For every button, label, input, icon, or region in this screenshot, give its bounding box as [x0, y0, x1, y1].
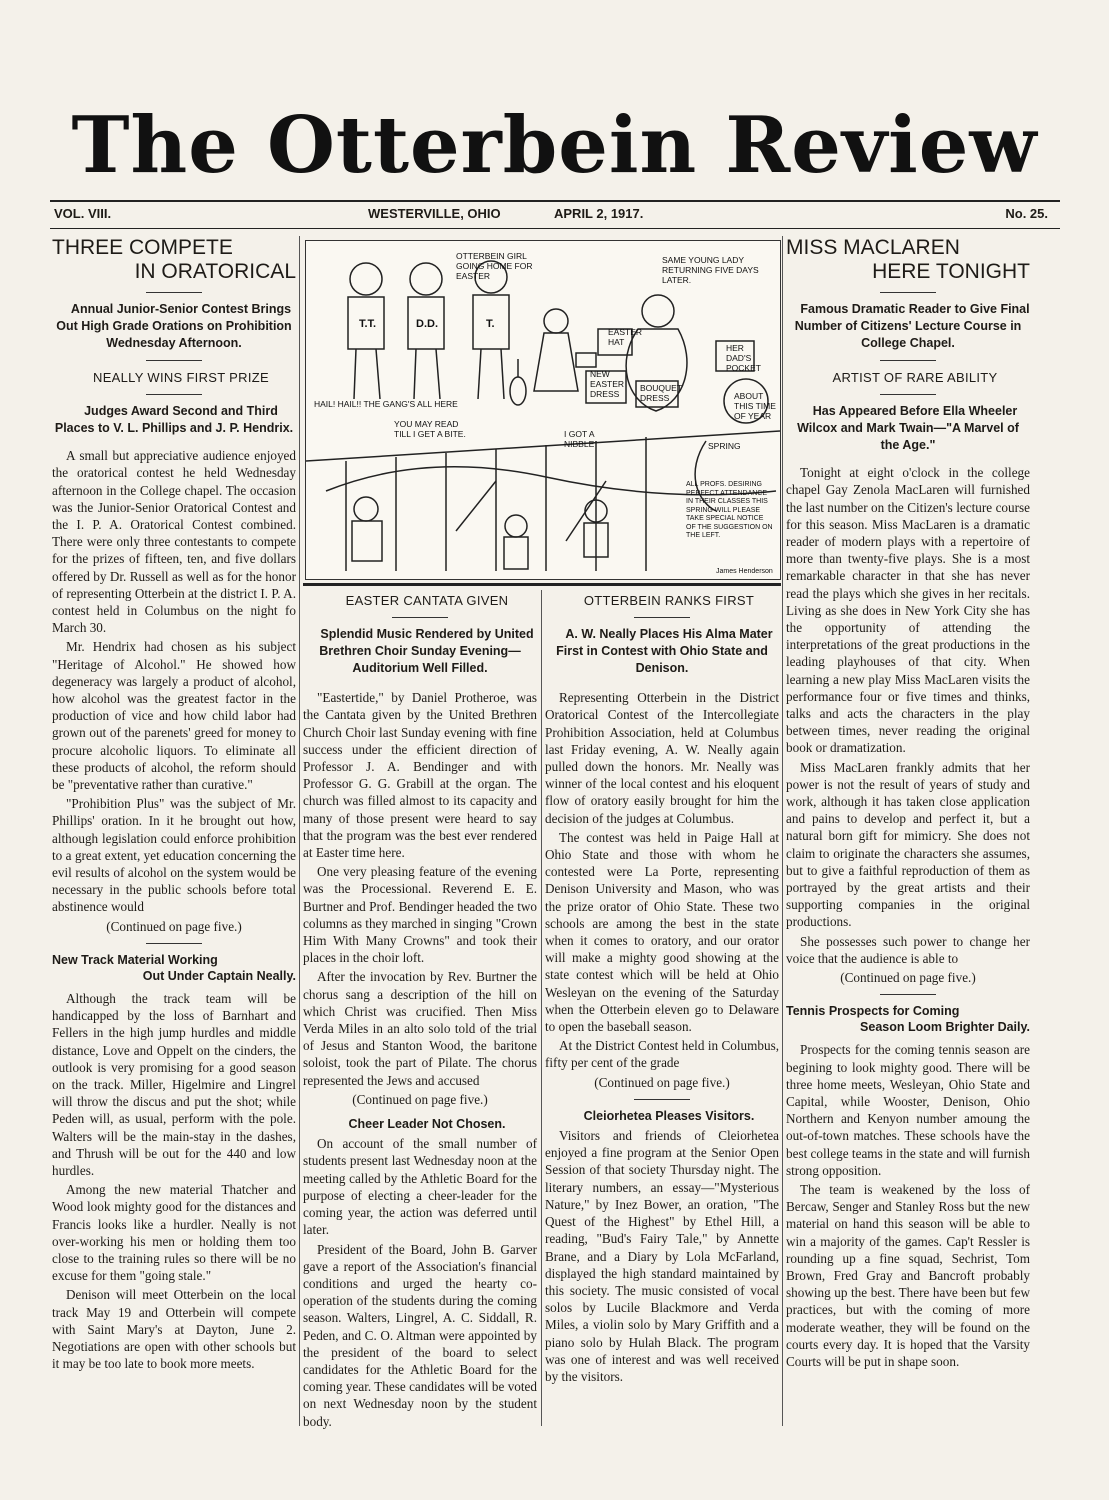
- deck-judges: Judges Award Second and Third Places to V. L. Phillips and J. P. Hendrix.: [54, 404, 294, 436]
- continued-note: (Continued on page five.): [594, 1074, 730, 1090]
- headline-oratorical-2: IN ORATORICAL: [134, 260, 296, 283]
- headline-maclaren-1: MISS MACLAREN: [786, 236, 960, 259]
- headline-cleiorhetea: Cleiorhetea Pleases Visitors.: [583, 1108, 755, 1123]
- subhead-artist: ARTIST OF RARE ABILITY: [832, 370, 998, 385]
- paragraph: Although the track team will be handicapped by the loss of Barnhart and Fellers in the high jump hurdles and middle distance, Love and Oppelt on the cinders, the outlook is very promising for a good season on the track. Miller, Higelmire and Lingrel will throw the discus and put the shot; while Peden will, as usual, perform with the pole. Walters will be the main-stay in the dashes, and Thrush will be out for the 440 and low hurdles.: [52, 990, 296, 1178]
- paragraph: "Eastertide," by Daniel Protheroe, was the Cantata given by the United Brethren Church Choir last Sunday evening with fine success under the efficient direction of Professor J. A. Bendinger and with Professor G. G. Grabill at the organ. The church was filled almost to its capacity and many of those present were heard to say that the program was the best ever rendered at Easter time here.: [303, 690, 537, 861]
- subhead-neally: NEALLY WINS FIRST PRIZE: [93, 370, 269, 385]
- column-maclaren: [786, 236, 1030, 1372]
- deck-cantata: Splendid Music Rendered by United Brethren Choir Sunday Evening—Auditorium Well Filled.: [319, 627, 534, 676]
- cartoon-label-spring: SPRING: [708, 441, 741, 451]
- headline-tennis-1: Tennis Prospects for Coming: [786, 1004, 960, 1019]
- shirt-label: T.T.: [359, 318, 377, 330]
- paragraph: At the District Contest held in Columbus, fifty per cent of the grade: [545, 1038, 779, 1071]
- column-separator: [299, 236, 300, 1426]
- article-rule: [146, 943, 202, 944]
- headline-ranks-first: OTTERBEIN RANKS FIRST: [583, 593, 755, 608]
- headline-track: [52, 952, 296, 984]
- issue-date: APRIL 2, 1917.: [554, 206, 644, 221]
- publication-place: WESTERVILLE, OHIO: [368, 206, 501, 221]
- paragraph: The team is weakened by the loss of Bercaw, Senger and Stanley Ross but the new material on hand this season will be able to win a majority of the games. Cap't Ressler is rounding up a fine squad, Sechrist, Tom Brown, Fred Gray and Bancroft probably showing up the best. There have been but few practices, but with the coming of more moderate weather, they will be found on the courts every day. It is hoped that the Varsity Courts will be put in shape soon.: [786, 1181, 1030, 1369]
- deck-rule: [880, 394, 936, 395]
- headline-maclaren-2: HERE TONIGHT: [872, 260, 1030, 283]
- headline-track-2: Out Under Captain Neally.: [142, 968, 296, 983]
- continued-note: (Continued on page five.): [352, 1091, 488, 1107]
- deck-maclaren: Famous Dramatic Reader to Give Final Number of Citizens' Lecture Course in College Chapel.: [794, 302, 1030, 350]
- cartoon-label-girl: OTTERBEIN GIRL GOING HOME FOR EASTER: [456, 251, 533, 281]
- column-separator: [782, 236, 783, 1426]
- deck-rule: [146, 360, 202, 361]
- headline-rule: [634, 617, 690, 618]
- dateline-rule: [50, 228, 1060, 229]
- issue-number: No. 25.: [1005, 206, 1048, 221]
- dateline: [54, 206, 1054, 228]
- headline-cheer-leader: Cheer Leader Not Chosen.: [348, 1117, 506, 1132]
- paragraph: Denison will meet Otterbein on the local track May 19 and Otterbein will compete with Saint Mary's at Dayton, June 2. Negotiations are open with other schools but it may be too late to book more meets.: [52, 1287, 296, 1372]
- masthead-rule: [50, 200, 1060, 202]
- paragraph: After the invocation by Rev. Burtner the chorus sang a description of the hill on which Christ was crucified. Then Miss Verda Miles in an alto solo told of the trial of Jesus and Stanton Wood, the baritone soloist, took the part of Pilate. The chorus represented the Jews and accused: [303, 969, 537, 1088]
- cartoon-signature: James Henderson: [716, 568, 773, 575]
- paragraph: "Prohibition Plus" was the subject of Mr. Phillips' oration. In it he brought out how, although legislation could enforce prohibition to a great extent, yet education concerning the evil results of alcohol on the system would be necessary in the public schools before total abstinence would: [52, 796, 296, 915]
- article-rule: [634, 1099, 690, 1100]
- cartoon-label-returning: SAME YOUNG LADY RETURNING FIVE DAYS LATER.: [662, 255, 759, 285]
- shirt-label: T.: [486, 318, 495, 330]
- cartoon-label-about: ABOUT THIS TIME OF YEAR: [734, 391, 776, 421]
- paragraph: Representing Otterbein in the District Oratorical Contest of the Intercollegiate Prohibition Association, held at Columbus last Friday evening, A. W. Neally again pulled down the honors. Mr. Neally was winner of the local contest and his eloquent flow of oratory easily brought for him the decision of the judges at Columbus.: [545, 690, 779, 826]
- paragraph: The contest was held in Paige Hall at Ohio State and those with whom he contested were La Porte, representing Denison University and Mason, who was the prize orator of Ohio State. These two schools are among the best in the state when it comes to oratory, and our orator will make a mighty good showing at the state contest which will be held at Ohio Wesleyan on the evening of the Saturday when the Otterbein eleven go to Delaware to open the baseball season.: [545, 829, 779, 1035]
- headline-oratorical-1: THREE COMPETE: [52, 236, 233, 259]
- cartoon-label-profs: ALL PROFS. DESIRING PERFECT ATTENDANCE IN THEIR CLASSES THIS SPRING WILL PLEASE TAKE SPECIAL NOTICE OF THE SUGGESTION ON THE LEFT.: [686, 481, 773, 539]
- cartoon-label-hat: EASTER HAT: [608, 327, 643, 347]
- cartoon-label-pocket: HER DAD'S POCKET: [726, 343, 761, 373]
- deck-rule: [146, 394, 202, 395]
- continued-note: (Continued on page five.): [106, 918, 242, 934]
- paragraph: She possesses such power to change her voice that the audience is able to: [786, 933, 1030, 966]
- volume-number: VOL. VIII.: [54, 206, 112, 221]
- headline-track-1: New Track Material Working: [52, 952, 218, 967]
- continued-note: (Continued on page five.): [840, 970, 976, 986]
- cartoon-label-hail: HAIL! HAIL!! THE GANG'S ALL HERE: [314, 399, 458, 409]
- column-separator: [541, 590, 542, 1426]
- masthead-title: The Otterbein Review: [71, 100, 1038, 191]
- article-rule: [880, 994, 936, 995]
- editorial-cartoon: [305, 240, 781, 580]
- cartoon-label-bouquet: BOUQUET DRESS: [640, 383, 682, 403]
- paragraph: Visitors and friends of Cleiorhetea enjoyed a fine program at the Senior Open Session of that society Thursday night. The literary numbers, an essay—"Mysterious Nature," by Inez Bower, an oration, "The Quest of the Highest" by Ethel Hill, a reading, "Bud's Fairy Tale," by Annette Brane, and a Diary by Lola McFarland, displayed the high standard maintained by this society. The music consisted of vocal solos by Lucile Blackmore and Verda Miles, a violin solo by Mary Griffith and a piano solo by Hulah Black. The program was one of interest and was well received by the visitors.: [545, 1128, 779, 1384]
- paragraph: Mr. Hendrix had chosen as his subject "Heritage of Alcohol." He showed how degeneracy was largely a product of alcohol, how alcohol was the greatest factor in the production of vice and how child labor had grown out of the parenets' greed for money to procure alcoholic liquors. To eliminate all these products of alcohol, the reform should be "preventative rather than curative.": [52, 639, 296, 793]
- cartoon-label-nibble: I GOT A NIBBLE: [564, 429, 595, 449]
- column-cantata: [303, 586, 537, 1432]
- deck-rule: [880, 360, 936, 361]
- paragraph: On account of the small number of students present last Wednesday noon at the meeting called by the Athletic Board for the purpose of electing a cheer-leader for the coming year, the action was deferred until later.: [303, 1136, 537, 1238]
- cartoon-label-dress: NEW EASTER DRESS: [590, 369, 625, 399]
- shirt-label: D.D.: [416, 318, 438, 330]
- headline-rule: [146, 292, 202, 293]
- paragraph: President of the Board, John B. Garver gave a report of the Association's financial conditions and urged the hearty co-operation of the students during the coming season. Walters, Lingrel, A. C. Siddall, R. Peden, and C. O. Altman were appointed by the president of the board to select candidates for the Athletic Board for the coming year. These candidates will be voted on next Wednesday noon by the student body.: [303, 1241, 537, 1429]
- paragraph: Tonight at eight o'clock in the college chapel Gay Zenola MacLaren will furnished the last number on the Citizen's lecture course for this season. Miss MacLaren is a dramatic reader of modern plays with a repertoire of more than twenty-five plays. She is a most remarkable character in that she has never read the plays which she gives in her recitals. Living as she does in New York City she has the opportunity of attending the interpretations of the great productions in the leading playhouses of that city. When learning a new play Miss MacLaren visits the performance four or five times and thinks, talks and acts the characters in the play between times, never reading the original book or dramatization.: [786, 465, 1030, 756]
- column-otterbein-ranks: [545, 586, 779, 1387]
- column-oratorical: [52, 236, 296, 1374]
- headline-tennis-2: Season Loom Brighter Daily.: [860, 1020, 1030, 1035]
- headline-tennis: [786, 1003, 1030, 1035]
- headline-rule: [880, 292, 936, 293]
- deck-appeared: Has Appeared Before Ella Wheeler Wilcox and Mark Twain—"A Marvel of the Age.": [797, 404, 1019, 453]
- deck-oratorical: Annual Junior-Senior Contest Brings Out High Grade Orations on Prohibition Wednesday Afternoon.: [56, 302, 292, 350]
- headline-cantata: EASTER CANTATA GIVEN: [345, 593, 509, 608]
- deck-ranks-first: A. W. Neally Places His Alma Mater First in Contest with Ohio State and Denison.: [556, 627, 773, 676]
- paragraph: A small but appreciative audience enjoyed the oratorical contest he held Wednesday afternoon in the College chapel. The occasion was the Junior-Senior Oratorical Contest and the I. P. A. Oratorical Contest combined. There were only three contestants to compete for the prizes of fifteen, ten, and five dollars offered by Dr. Russell as well as for the honor of representing Otterbein at the district I. P. A. contest held in Columbus on the night fo March 30.: [52, 448, 296, 636]
- paragraph: Miss MacLaren frankly admits that her power is not the result of years of study and work, although it has taken close application and pains to develop and perfect it, but a natural born gift for mimicry. She does not claim to originate the characters she assumes, but to give a faithful reproduction of them as portrayed by the great artists and their supporting companies in the original productions.: [786, 759, 1030, 930]
- cartoon-label-read: YOU MAY READ TILL I GET A BITE.: [394, 419, 466, 439]
- paragraph: Among the new material Thatcher and Wood look mighty good for the distances and Francis looks like a hurdler. Neally is not over-working his men or holding them too close to the training rules so there will be no excuse for them "going stale.": [52, 1182, 296, 1284]
- paragraph: One very pleasing feature of the evening was the Processional. Reverend E. E. Burtner and Prof. Bendinger headed the two columns as they marched in singing "Crown Him With Many Crowns" and took their places in the chоir loft.: [303, 864, 537, 966]
- headline-rule: [392, 617, 448, 618]
- paragraph: Prospects for the coming tennis season are begining to look mighty good. There will be three home meets, Wesleyan, Ohio State and Capital, while Wooster, Denison, Ohio Northern and Kenyon number amoung the out-of-town matches. These schools have the best college teams in the state and will furnish strong opposition.: [786, 1042, 1030, 1178]
